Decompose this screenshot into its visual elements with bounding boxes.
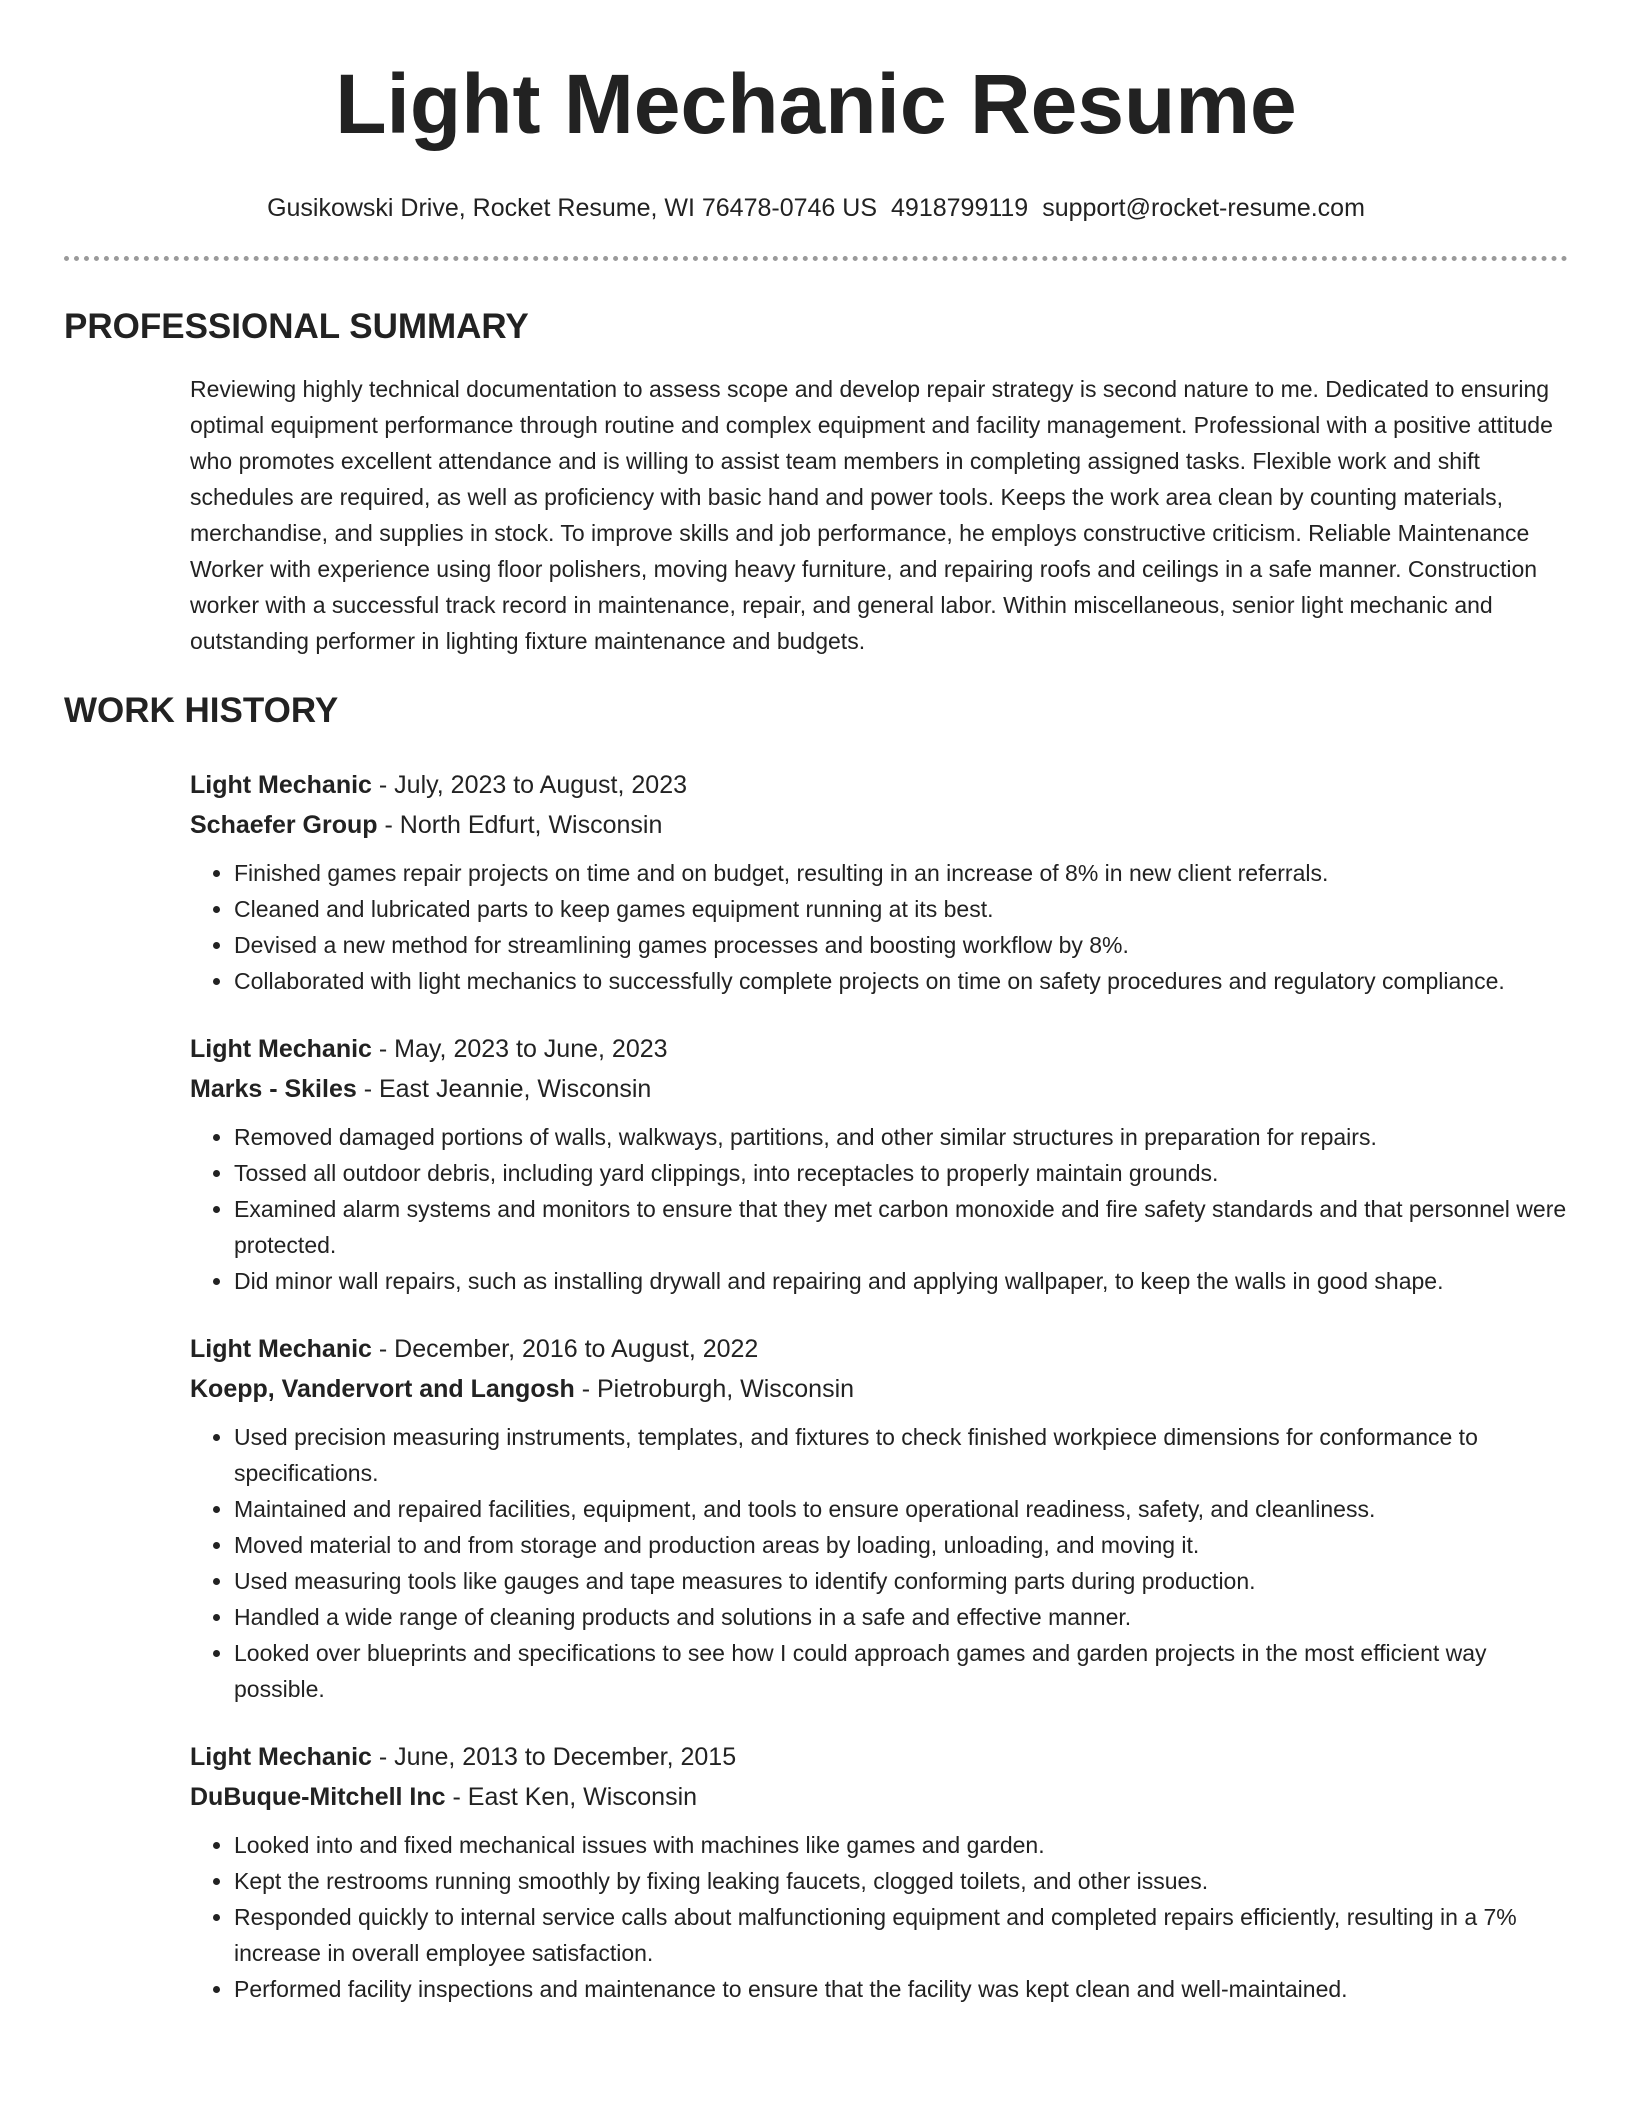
job-dates: - July, 2023 to August, 2023 (371, 771, 687, 799)
job-entry (190, 1737, 1568, 2007)
job-bullet: • Tossed all outdoor debris, including yard clippings, into receptacles to properly maintain grounds. (234, 1155, 1568, 1191)
job-bullets (190, 1419, 1568, 1707)
resume-title: Light Mechanic Resume (335, 57, 1297, 151)
job-bullet: • Collaborated with light mechanics to successfully complete projects on time on safety procedures and regulatory compliance. (234, 963, 1568, 999)
job-entry (190, 1029, 1568, 1299)
job-bullet: • Finished games repair projects on time and on budget, resulting in an increase of 8% in new client referrals. (234, 855, 1568, 891)
job-bullets (190, 1119, 1568, 1299)
job-entry (190, 1329, 1568, 1707)
job-title: Light Mechanic (190, 1743, 372, 1771)
header-divider (64, 256, 1568, 261)
job-bullet: • Handled a wide range of cleaning products and solutions in a safe and effective manner. (234, 1599, 1568, 1635)
job-dates: - May, 2023 to June, 2023 (371, 1035, 668, 1063)
job-bullets (190, 1827, 1568, 2007)
job-entry (190, 765, 1568, 999)
job-bullet: • Performed facility inspections and maintenance to ensure that the facility was kept clean and well-maintained. (234, 1971, 1568, 2007)
job-title-line (190, 1329, 1568, 1369)
job-bullets (190, 855, 1568, 999)
job-company: Koepp, Vandervort and Langosh (190, 1375, 575, 1403)
job-location: - East Jeannie, Wisconsin (356, 1075, 652, 1103)
summary-heading: PROFESSIONAL SUMMARY (64, 307, 529, 346)
contact-email: support@rocket-resume.com (1042, 194, 1365, 222)
job-title: Light Mechanic (190, 1035, 372, 1063)
job-dates: - December, 2016 to August, 2022 (371, 1335, 759, 1363)
job-bullet: • Used precision measuring instruments, templates, and fixtures to check finished workpiece dimensions for conformance to specifications. (234, 1419, 1568, 1491)
job-company-line (190, 1069, 1568, 1109)
job-title: Light Mechanic (190, 771, 372, 799)
job-location: - North Edfurt, Wisconsin (377, 811, 663, 839)
job-company-line (190, 805, 1568, 845)
job-title-line (190, 765, 1568, 805)
job-bullet: • Looked into and fixed mechanical issues with machines like games and garden. (234, 1827, 1568, 1863)
job-bullet: • Removed damaged portions of walls, walkways, partitions, and other similar structures in preparation for repairs. (234, 1119, 1568, 1155)
contact-phone: 4918799119 (891, 194, 1029, 222)
job-bullet: • Moved material to and from storage and production areas by loading, unloading, and moving it. (234, 1527, 1568, 1563)
job-bullet: • Did minor wall repairs, such as installing drywall and repairing and applying wallpaper, to keep the walls in good shape. (234, 1263, 1568, 1299)
job-bullet: • Devised a new method for streamlining games processes and boosting workflow by 8%. (234, 927, 1568, 963)
job-bullet: • Cleaned and lubricated parts to keep games equipment running at its best. (234, 891, 1568, 927)
job-bullet: • Looked over blueprints and specifications to see how I could approach games and garden projects in the most efficient way possible. (234, 1635, 1568, 1707)
job-company-line (190, 1777, 1568, 1817)
job-location: - Pietroburgh, Wisconsin (574, 1375, 855, 1403)
job-dates: - June, 2013 to December, 2015 (371, 1743, 737, 1771)
job-bullet: • Maintained and repaired facilities, equipment, and tools to ensure operational readiness, safety, and cleanliness. (234, 1491, 1568, 1527)
job-title: Light Mechanic (190, 1335, 372, 1363)
job-title-line (190, 1737, 1568, 1777)
job-bullet: • Kept the restrooms running smoothly by fixing leaking faucets, clogged toilets, and other issues. (234, 1863, 1568, 1899)
job-company: Marks - Skiles (190, 1075, 357, 1103)
job-bullet: • Responded quickly to internal service calls about malfunctioning equipment and completed repairs efficiently, resulting in a 7% increase in overall employee satisfaction. (234, 1899, 1568, 1971)
contact-address: Gusikowski Drive, Rocket Resume, WI 76478-0746 US (267, 194, 878, 222)
job-company: Schaefer Group (190, 811, 378, 839)
summary-text: Reviewing highly technical documentation to assess scope and develop repair strategy is second nature to me. Dedicated to ensuring optimal equipment performance through routine and complex equipment and facility management. Professional with a positive attitude who promotes excellent attendance and is willing to assist team members in completing assigned tasks. Flexible work and shift schedules are required, as well as proficiency with basic hand and power tools. Keeps the work area clean by counting materials, merchandise, and supplies in stock. To improve skills and job performance, he employs constructive criticism. Reliable Maintenance Worker with experience using floor polishers, moving heavy furniture, and repairing roofs and ceilings in a safe manner. Construction worker with a successful track record in maintenance, repair, and general labor. Within miscellaneous, senior light mechanic and outstanding performer in lighting fixture maintenance and budgets. (190, 376, 1553, 654)
contact-line (64, 192, 1568, 224)
job-location: - East Ken, Wisconsin (445, 1783, 698, 1811)
job-company: DuBuque-Mitchell Inc (190, 1783, 446, 1811)
job-bullet: • Examined alarm systems and monitors to ensure that they met carbon monoxide and fire safety standards and that personnel were protected. (234, 1191, 1568, 1263)
work-history-heading: WORK HISTORY (64, 691, 339, 730)
job-title-line (190, 1029, 1568, 1069)
job-bullet: • Used measuring tools like gauges and tape measures to identify conforming parts during production. (234, 1563, 1568, 1599)
job-company-line (190, 1369, 1568, 1409)
